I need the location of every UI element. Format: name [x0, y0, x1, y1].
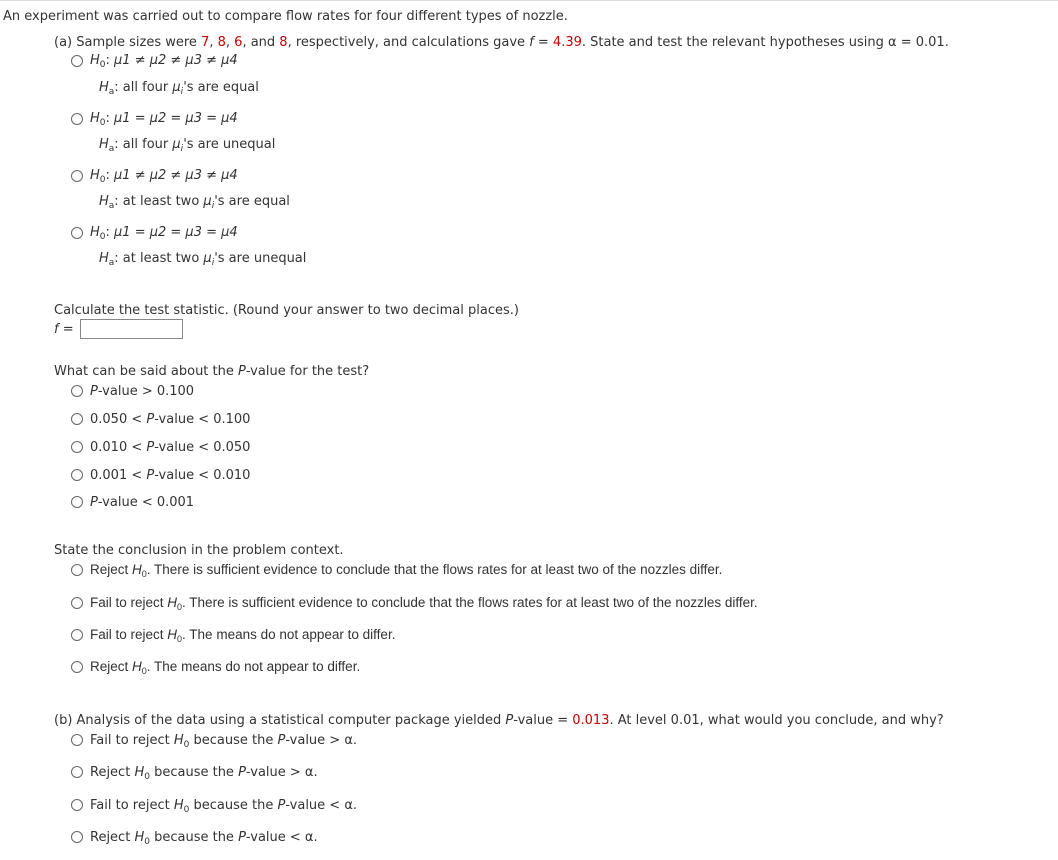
conclusion-prompt: State the conclusion in the problem context. [54, 543, 344, 558]
hypothesis-option-4-radio[interactable] [71, 227, 83, 239]
hypothesis-option-1-ha: $H_a$: all four $\mu_i's$ are equal [99, 80, 259, 97]
sample-size-3: 6 [234, 35, 243, 50]
hypothesis-option-4-h0: $H_0$: μ1 = μ2 = μ3 = μ4 [90, 225, 238, 242]
p-option-4-radio[interactable] [71, 469, 83, 481]
p-value-prompt: What can be said about the P-value for the test? [54, 364, 370, 379]
hypothesis-option-4-ha: $H_a$: at least two $\mu_i's$ are unequal [99, 251, 307, 268]
conclusion-option-2-radio[interactable] [71, 597, 83, 609]
p-option-3-label: 0.010 < P-value < 0.050 [90, 440, 251, 455]
part-b-option-1-radio[interactable] [71, 734, 83, 746]
conclusion-option-2-label: Fail to reject $H_0$. There is sufficient evidence to conclude that the flows rates for at least two of the nozzles differ. [90, 595, 758, 612]
conclusion-option-1-radio[interactable] [71, 564, 83, 576]
sample-size-2: 8 [217, 35, 226, 50]
f-input[interactable] [80, 319, 183, 339]
p-option-1-label: P-value > 0.100 [90, 384, 195, 399]
hypothesis-option-2-ha: $H_a$: all four $\mu_i's$ are unequal [99, 137, 276, 154]
conclusion-option-3-radio[interactable] [71, 629, 83, 641]
p-option-2-radio[interactable] [71, 413, 83, 425]
part-b-option-3-radio[interactable] [71, 799, 83, 811]
hypothesis-option-1-h0: $H_0$: μ1 ≠ μ2 ≠ μ3 ≠ μ4 [90, 53, 238, 70]
part-a-statement: (a) Sample sizes were 7, 8, 6, and 8, respectively, and calculations gave f = 4.39. State and test the relevant hypotheses using α = 0.01. [54, 35, 949, 50]
p-option-3-radio[interactable] [71, 441, 83, 453]
conclusion-option-1-label: Reject $H_0$. There is sufficient evidence to conclude that the flows rates for at least two of the nozzles differ. [90, 562, 723, 579]
p-option-4-label: 0.001 < P-value < 0.010 [90, 468, 251, 483]
p-option-5-label: P-value < 0.001 [90, 495, 195, 510]
hypothesis-option-3-radio[interactable] [71, 170, 83, 182]
f-value: 4.39 [552, 35, 582, 50]
part-b-option-4-label: Reject $H_0$ because the P-value < α. [90, 830, 318, 847]
part-b-option-1-label: Fail to reject $H_0$ because the P-value > α. [90, 733, 358, 750]
conclusion-option-4-label: Reject $H_0$. The means do not appear to differ. [90, 659, 361, 676]
p-option-2-label: 0.050 < P-value < 0.100 [90, 412, 251, 427]
part-b-p-value: 0.013 [572, 713, 610, 728]
conclusion-option-4-radio[interactable] [71, 661, 83, 673]
p-option-5-radio[interactable] [71, 496, 83, 508]
hypothesis-option-3-h0: $H_0$: μ1 ≠ μ2 ≠ μ3 ≠ μ4 [90, 168, 238, 185]
part-b-option-4-radio[interactable] [71, 831, 83, 843]
intro-text: An experiment was carried out to compare flow rates for four different types of nozzle. [3, 9, 568, 24]
sample-size-4: 8 [279, 35, 288, 50]
hypothesis-option-1-radio[interactable] [71, 55, 83, 67]
hypothesis-option-2-h0: $H_0$: μ1 = μ2 = μ3 = μ4 [90, 111, 238, 128]
sample-size-1: 7 [201, 35, 210, 50]
top-divider [0, 0, 1058, 1]
part-b-option-2-label: Reject $H_0$ because the P-value > α. [90, 765, 318, 782]
hypothesis-option-3-ha: $H_a$: at least two $\mu_i's$ are equal [99, 194, 290, 211]
part-b-option-2-radio[interactable] [71, 766, 83, 778]
hypothesis-option-2-radio[interactable] [71, 113, 83, 125]
test-statistic-prompt: Calculate the test statistic. (Round your answer to two decimal places.) [54, 303, 519, 318]
conclusion-option-3-label: Fail to reject $H_0$. The means do not appear to differ. [90, 627, 396, 644]
p-option-1-radio[interactable] [71, 385, 83, 397]
f-input-label: f = [54, 322, 74, 337]
part-b-statement: (b) Analysis of the data using a statistical computer package yielded P-value = 0.013. At level 0.01, what would you conclude, and why? [54, 713, 944, 728]
part-b-option-3-label: Fail to reject $H_0$ because the P-value < α. [90, 798, 358, 815]
